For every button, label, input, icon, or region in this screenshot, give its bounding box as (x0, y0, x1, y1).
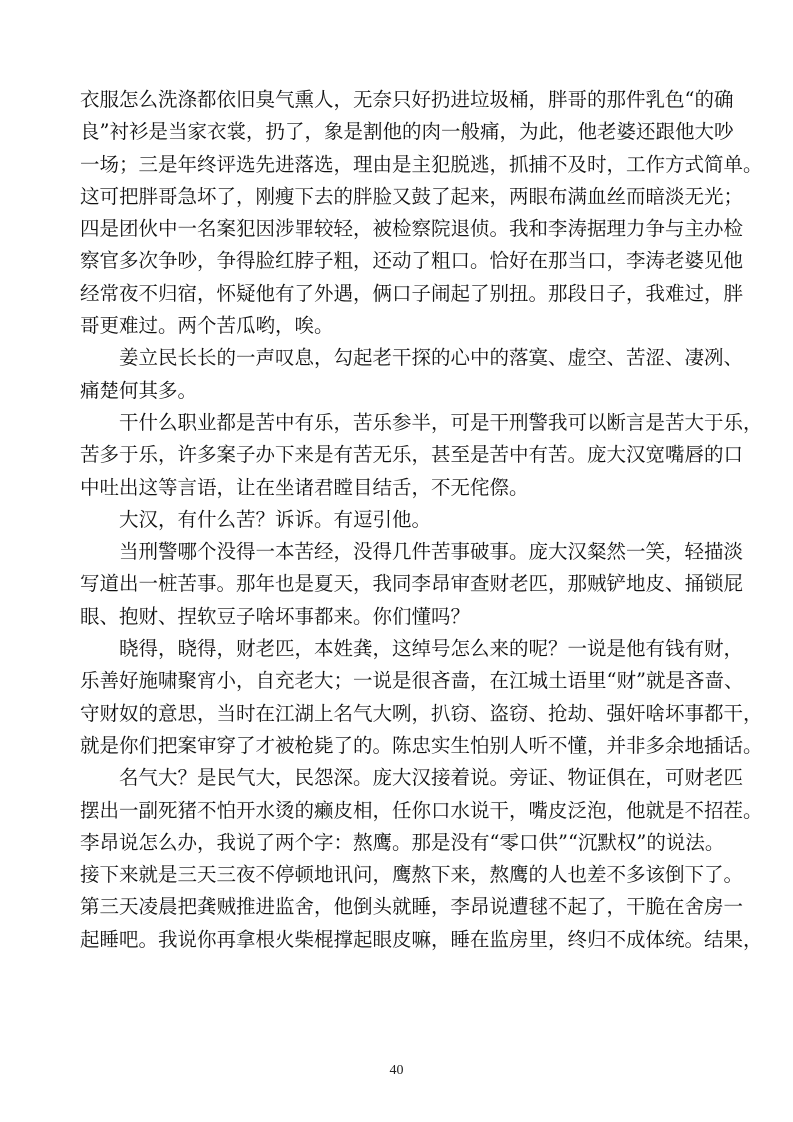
text-line: 痛楚何其多。 (80, 378, 198, 402)
text-line: 名气大？是民气大，民怨深。庞大汉接着说。旁证、物证俱在，可财老匹 (119, 766, 744, 790)
text-line: 李昂说怎么办，我说了两个字：熬鹰。那是没有“零口供”“沉默权”的说法。 (80, 830, 725, 854)
text-line: 接下来就是三天三夜不停顿地讯问，鹰熬下来，熬鹰的人也差不多该倒下了。 (80, 863, 744, 887)
text-line: 中吐出这等言语，让在坐诸君瞠目结舌，不无侘傺。 (80, 475, 529, 499)
text-line: 一场；三是年终评选先进落选，理由是主犯脱逃，抓捕不及时，工作方式简单。 (80, 152, 763, 176)
text-line: 干什么职业都是苦中有乐，苦乐参半，可是干刑警我可以断言是苦大于乐， (119, 410, 763, 434)
text-line: 写道出一桩苦事。那年也是夏天，我同李昂审查财老匹，那贼铲地皮、捅锁屁 (80, 572, 744, 596)
text-line: 当刑警哪个没得一本苦经，没得几件苦事破事。庞大汉粲然一笑，轻描淡 (119, 540, 744, 564)
text-line: 眼、抱财、捏软豆子啥坏事都来。你们懂吗？ (80, 604, 471, 628)
text-line: 这可把胖哥急坏了，刚瘦下去的胖脸又鼓了起来，两眼布满血丝而暗淡无光； (80, 184, 744, 208)
text-line: 四是团伙中一名案犯因涉罪较轻，被检察院退侦。我和李涛据理力争与主办检 (80, 217, 744, 241)
page-number: 40 (389, 1063, 404, 1078)
text-line: 守财奴的意思，当时在江湖上名气大咧，扒窃、盗窃、抢劫、强奸啥坏事都干， (80, 701, 763, 725)
text-line: 大汉，有什么苦？诉诉。有逗引他。 (119, 507, 432, 531)
text-line: 第三天凌晨把龚贼推进监舍，他倒头就睡，李昂说遭毬不起了，干脆在舍房一 (80, 895, 744, 919)
text-line: 摆出一副死猪不怕开水烫的癞皮相，任你口水说干，嘴皮泛泡，他就是不招茬。 (80, 798, 763, 822)
text-line: 姜立民长长的一声叹息，勾起老干探的心中的落寞、虚空、苦涩、凄冽、 (119, 346, 744, 370)
text-line: 哥更难过。两个苦瓜哟，唉。 (80, 314, 334, 338)
body-text (80, 84, 763, 956)
text-line: 乐善好施啸聚宵小，自充老大；一说是很吝啬，在江城土语里“财”就是吝啬、 (80, 669, 744, 693)
text-line: 经常夜不归宿，怀疑他有了外遇，俩口子闹起了别扭。那段日子，我难过，胖 (80, 281, 744, 305)
text-line: 衣服怎么洗涤都依旧臭气熏人，无奈只好扔进垃圾桶，胖哥的那件乳色“的确 (80, 88, 734, 111)
text-line: 起睡吧。我说你再拿根火柴棍撑起眼皮嘛，睡在监房里，终归不成体统。结果， (80, 927, 763, 951)
text-line: 良”衬衫是当家衣裳，扔了，象是割他的肉一般痛，为此，他老婆还跟他大吵 (80, 120, 734, 144)
text-line: 晓得，晓得，财老匹，本姓龚，这绰号怎么来的呢？一说是他有钱有财， (119, 637, 744, 661)
text-line: 苦多于乐，许多案子办下来是有苦无乐，甚至是苦中有苦。庞大汉宽嘴唇的口 (80, 443, 744, 467)
text-line: 察官多次争吵，争得脸红脖子粗，还动了粗口。恰好在那当口，李涛老婆见他 (80, 249, 744, 273)
text-line: 就是你们把案审穿了才被枪毙了的。陈忠实生怕别人听不懂，并非多余地插话。 (80, 733, 763, 757)
